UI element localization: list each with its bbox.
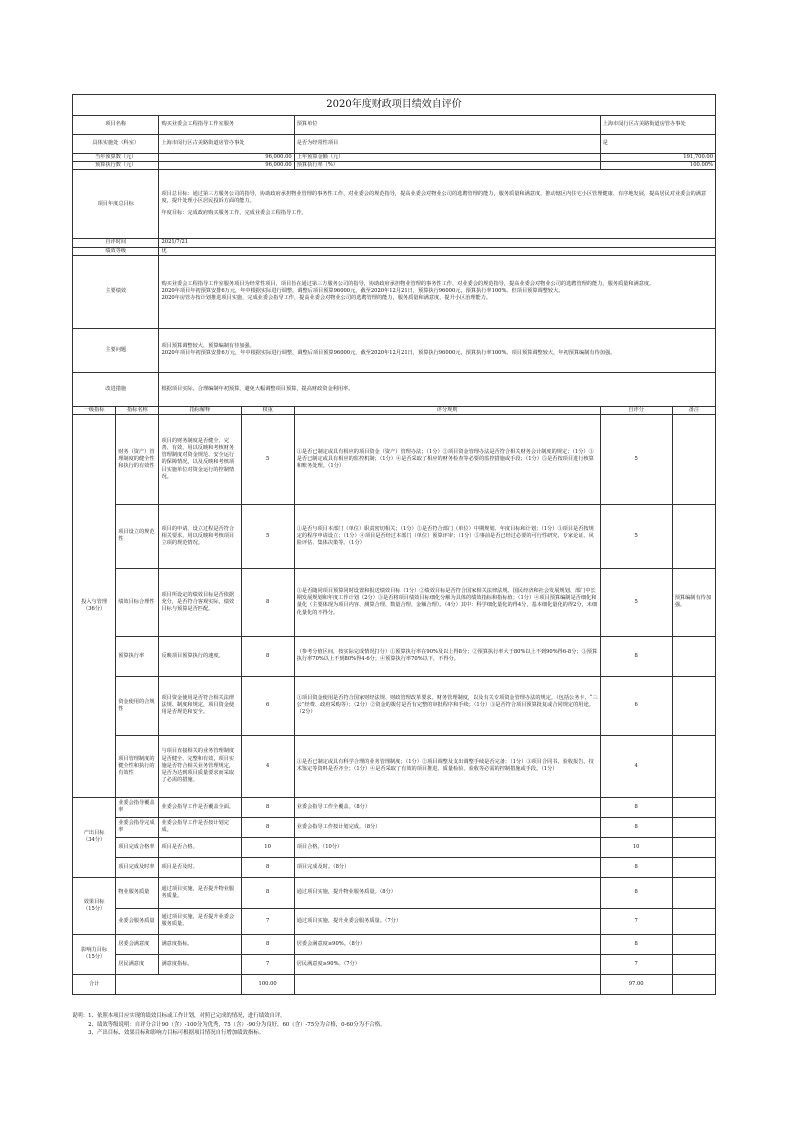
- indicator-row: [73, 568, 716, 636]
- indicator-remark: [672, 877, 715, 908]
- indicator-explain: 项目是否及时。: [159, 857, 241, 877]
- indicator-explain: 通过项目实施，是否提升业委会服务质量。: [159, 908, 241, 934]
- indicator-rule: 居民满意度≥90%。（7分）: [294, 954, 600, 974]
- indicator-remark: [672, 735, 715, 797]
- indicator-weight: 7: [241, 954, 294, 974]
- indicator-rule: （参考分值区间，按实际完成情况打分）①预算执行率在90%及以上得8分；②预算执行率大于80%以上不到90%得6-8分；③预算执行率70%以上不到80%得4-6分；④预算执行率70%以下，不得分。: [294, 636, 600, 676]
- indicator-score: 7: [600, 908, 672, 934]
- indicator-remark: [672, 676, 715, 735]
- indicator-name: 物业服务质量: [116, 877, 159, 908]
- project-name-label: 项目名称: [73, 116, 159, 135]
- indicator-weight: 8: [241, 934, 294, 954]
- indicator-weight: 8: [241, 797, 294, 817]
- header-level1: 一级指标: [73, 406, 116, 414]
- indicator-explain: 通过项目实施，是否提升物业服务质量。: [159, 877, 241, 908]
- indicator-name: 资金使用的合规性: [116, 676, 159, 735]
- indicator-name: 项目完成及时率: [116, 857, 159, 877]
- budget-unit-label: 预算单位: [294, 116, 600, 135]
- indicator-remark: 预算编制有待加强。: [672, 568, 715, 636]
- indicator-rule: 业委会指导工作按计划完成。（8分）: [294, 817, 600, 837]
- indicator-remark: [672, 636, 715, 676]
- indicator-name: 业委会指导完成率: [116, 817, 159, 837]
- indicator-row: [73, 908, 716, 934]
- indicator-rule: 项目合格。（10分）: [294, 837, 600, 857]
- indicator-explain: 反映项目预算执行的速度。: [159, 636, 241, 676]
- indicator-score: 4: [600, 735, 672, 797]
- indicator-row: [73, 934, 716, 954]
- indicator-explain: 项目的财务制度是否健全、完善、有效，用以反映和考核财务管理制度对资金规范、安全运行的保障情况，以及反映和考核项目实施单位对资金运行的控制情况。: [159, 414, 241, 504]
- evaluation-table: [72, 94, 716, 995]
- problem-text: [159, 328, 716, 372]
- indicator-row: [73, 817, 716, 837]
- dept: 上海市闵行区古美路街道房管办事处: [159, 135, 294, 154]
- indicator-weight: 10: [241, 837, 294, 857]
- total-rule-empty: [294, 974, 600, 994]
- indicator-remark: [672, 857, 715, 877]
- indicator-remark: [672, 837, 715, 857]
- indicator-name: 业委会服务质量: [116, 908, 159, 934]
- indicator-name: 业委会指导覆盖率: [116, 797, 159, 817]
- indicator-rule: 业委会指导工作全覆盖。（8分）: [294, 797, 600, 817]
- indicator-explain: 项目资金使用是否符合相关法律法规、制度和规定，项目资金使用是否规范和安全。: [159, 676, 241, 735]
- indicator-explain: 满意度指标。: [159, 954, 241, 974]
- indicator-row: [73, 735, 716, 797]
- budget-current-label: 当年预算数（元）: [73, 154, 159, 162]
- indicator-row: [73, 636, 716, 676]
- eval-date: 2021/7/21: [159, 239, 716, 247]
- improve-text: 根据项目实际，合理编制年初预算，避免大幅调整项目预算，提高财政资金利用率。: [159, 372, 716, 406]
- indicator-score: 8: [600, 797, 672, 817]
- recurring: 是: [600, 135, 715, 154]
- indicator-row: [73, 676, 716, 735]
- problem-paragraph-2: 2020年项目年初预算安排6万元，年中根据实际进行调整，调整后项目预算96000元，截至2020年12月21日，预算执行96000元，预算执行率100%。项目预算调整较大，年初预算编制有待加强。: [161, 350, 616, 357]
- indicator-group-name: 影响力目标 （15分）: [73, 934, 116, 974]
- indicator-weight: 5: [241, 414, 294, 504]
- indicator-remark: [672, 908, 715, 934]
- perf-text: [159, 255, 716, 328]
- total-row: [73, 974, 716, 994]
- indicator-group-name: 投入与管理 （36分）: [73, 414, 116, 797]
- indicator-explain: 项目所设定的绩效目标是否依据充分，是否符合客观实际，绩效目标与预算是否匹配。: [159, 568, 241, 636]
- indicator-rule: 通过项目实施，提升业委会服务质量。（7分）: [294, 908, 600, 934]
- total-label: 合计: [73, 974, 116, 994]
- indicator-score: 8: [600, 877, 672, 908]
- indicator-name: 财务（资产）管理制度的健全性和执行的有效性: [116, 414, 159, 504]
- indicator-weight: 7: [241, 908, 294, 934]
- indicator-score: 5: [600, 504, 672, 568]
- note-line: 2、绩效等级说明：自评分合计90（含）-100分为优秀，75（含）-90分为良好，60（含）-75分为合格，0-60分为不合格。: [72, 1021, 386, 1028]
- header-level2: 指标名称: [116, 406, 159, 414]
- problem-label: 主要问题: [73, 328, 159, 372]
- indicator-explain: 项目是否合格。: [159, 837, 241, 857]
- indicator-score: 8: [600, 934, 672, 954]
- total-remark-empty: [672, 974, 715, 994]
- indicator-weight: 5: [241, 504, 294, 568]
- budget-unit: 上海市闵行区古美路街道房管办事处: [600, 116, 715, 135]
- indicator-score: 7: [600, 954, 672, 974]
- indicator-remark: [672, 414, 715, 504]
- indicator-row: [73, 797, 716, 817]
- indicator-explain: 业委会指导工作是否覆盖全面。: [159, 797, 241, 817]
- indicator-name: 绩效目标合理性: [116, 568, 159, 636]
- indicator-weight: 4: [241, 735, 294, 797]
- indicator-row: [73, 857, 716, 877]
- eval-date-label: 自评时间: [73, 239, 159, 247]
- indicator-row: [73, 414, 716, 504]
- header-weight: 权重: [241, 406, 294, 414]
- perf-paragraph-3: 2020年房管办按计划推进项目实施，完成业委会指导工作，提高业委会对物业公司的选聘管理的能力，服务质量和满意度，提升小区治理能力。: [161, 295, 492, 302]
- note-line: 3、产出目标、效果目标和影响力目标可根据项目情况自行增加绩效指标。: [72, 1030, 265, 1037]
- execution-rate-label: 预算执行率（%）: [294, 162, 600, 170]
- indicator-explain: 业委会指导工作是否按计划完成。: [159, 817, 241, 837]
- goal-overall: 项目总目标：通过第三方服务公司的指导，协助政府承担物业管理的事务性工作、对业委会的规范指导，提高业委会对物业公司的选聘管理的能力，服务质量和满意度，推动辖区内住宅小区管理健康、有序地发展，提高居民对业委会的满意度，提升处理小区居民投诉方面的能力。: [161, 191, 707, 205]
- indicator-weight: 8: [241, 877, 294, 908]
- indicator-explain: 与项目直接相关的业务管理制度是否健全、完整和有效，项目实施是否符合相关业务管理规定，是否为达到项目质量要求而采取了必需的措施。: [159, 735, 241, 797]
- indicator-name: 居民满意度: [116, 954, 159, 974]
- indicator-score: 8: [600, 857, 672, 877]
- header-score: 自评分: [600, 406, 672, 414]
- indicator-rule: 居委会满意度≥90%。（8分）: [294, 934, 600, 954]
- indicator-remark: [672, 504, 715, 568]
- goal-text: [159, 170, 716, 239]
- indicator-row: [73, 877, 716, 908]
- header-rule: 评分规则: [294, 406, 600, 414]
- goal-label: 项目年度总目标: [73, 170, 159, 239]
- indicator-group-name: 效果目标 （15分）: [73, 877, 116, 934]
- indicator-name: 项目管理制度的健全性和执行的有效性: [116, 735, 159, 797]
- indicator-row: [73, 837, 716, 857]
- indicator-remark: [672, 954, 715, 974]
- budget-last-label: 上年预算金额（元）: [294, 154, 600, 162]
- indicator-weight: 8: [241, 857, 294, 877]
- indicator-weight: 8: [241, 817, 294, 837]
- perf-paragraph-2: 2020年项目年初预算安排6万元，年中根据实际进行调整，调整后项目预算96000元，截至2020年12月21日，预算执行96000元，预算执行率100%。但项目预算调整较大。: [161, 288, 564, 295]
- indicator-name: 项目设立的规范性: [116, 504, 159, 568]
- indicator-remark: [672, 797, 715, 817]
- budget-current: 96,000.00: [159, 154, 294, 162]
- indicator-score: 6: [600, 676, 672, 735]
- dept-label: 具体实施处（科室）: [73, 135, 159, 154]
- recurring-label: 是否为经常性项目: [294, 135, 600, 154]
- indicator-header-row: [73, 406, 716, 414]
- total-score: 97.00: [600, 974, 672, 994]
- indicator-name: 预算执行率: [116, 636, 159, 676]
- header-remark: 备注: [672, 406, 715, 414]
- header-explain: 指标解释: [159, 406, 241, 414]
- perf-paragraph-1: 购买业委会工程指导工作室服务项目为经常性项目，项目旨在通过第三方服务公司的指导，协助政府承担物业管理的事务性工作、对业委会的规范指导，提高业委会对物业公司的选聘管理的能力，服务质量和满意度。: [161, 280, 655, 287]
- indicator-rule: 项目完成及时。（8分）: [294, 857, 600, 877]
- total-weight: 100.00: [241, 974, 294, 994]
- evaluation-sheet: [72, 94, 716, 995]
- indicator-score: 8: [600, 636, 672, 676]
- problem-paragraph-1: 项目预算调整较大，预算编制有待加强。: [161, 343, 255, 350]
- indicator-rule: ①是否随同项目预算同时设置和报送绩效目标（1分）②绩效目标是否符合国家相关法律法规、国民经济和社会发展规划、部门中长期发展规划和年度工作计划（2分）③是否将项目绩效目标细化分解为具体的绩效指标和指标值；（1分）④项目预算编制是否细化和量化（主要体现为项目内容、测算合理、数量合理、金额合理）。（4分）其中：科学细化量化的得4分，基本细化量化的得2分，未细化量化的不得分。: [294, 568, 600, 636]
- goal-annual: 年度目标：完成政府购买服务工作，完成业委会工程指导工作。: [161, 210, 307, 217]
- indicator-remark: [672, 817, 715, 837]
- grade-label: 绩效等级: [73, 247, 159, 255]
- execution-rate: 100.00%: [600, 162, 715, 170]
- indicator-rule: ①是否已制定或具有科学合理的业务管理制度；（1分）②项目调整及支出调整手续是否完备；（1分）③项目合同书、验收报告、技术鉴定等资料是否齐全；（1分）④是否采取了有效的项目推进、质量检验、验收等必需的控制措施或手段。（1分）: [294, 735, 600, 797]
- indicator-score: 8: [600, 817, 672, 837]
- indicator-row: [73, 504, 716, 568]
- indicator-weight: 6: [241, 676, 294, 735]
- indicator-rule: ①项目资金使用是否符合国家财经法规、财政管理改革要求、财务管理制度，以及有关专项资金管理办法的规定。（包括公务卡、“三公”经费、政府采购等）；（2分）②资金的拨付是否有完整的审批程序和手续；（1分）③是否符合项目预算批复或合同规定的用途。（2分）: [294, 676, 600, 735]
- indicator-score: 5: [600, 568, 672, 636]
- indicator-weight: 8: [241, 636, 294, 676]
- indicator-group-name: 产出目标 （34分）: [73, 797, 116, 877]
- indicator-explain: 满意度指标。: [159, 934, 241, 954]
- execution-label: 预算执行数（元）: [73, 162, 159, 170]
- indicator-name: 项目完成合格率: [116, 837, 159, 857]
- indicator-explain: 项目的申请、设立过程是否符合相关要求，用以反映和考核项目立项的规范情况。: [159, 504, 241, 568]
- indicator-remark: [672, 934, 715, 954]
- indicator-name: 居委会满意度: [116, 934, 159, 954]
- note-line: 说明：1、依照本项目应实现的绩效目标或工作计划，对照已完成的情况，进行绩效自评。: [72, 1013, 286, 1019]
- perf-label: 主要绩效: [73, 255, 159, 328]
- budget-last: 191,700.00: [600, 154, 715, 162]
- indicator-score: 5: [600, 414, 672, 504]
- improve-label: 改进措施: [73, 372, 159, 406]
- indicator-rule: 通过项目实施，提升物业服务质量。（8分）: [294, 877, 600, 908]
- notes: [72, 1012, 716, 1038]
- project-name: 购买业委会工程指导工作室服务: [159, 116, 294, 135]
- indicator-rule: ①是否已制定或具有相应的项目资金（资产）管理办法；（1分）②项目资金管理办法是否符合相关财务会计制度的规定；（1分）③是否已制定或具有相应的监控机制；（1分）④是否采取了相应的财务检查等必要的监控措施或手段；（1分）⑤是否按项目进行核算和账务处理。（1分）: [294, 414, 600, 504]
- indicator-score: 10: [600, 837, 672, 857]
- total-empty: [116, 974, 241, 994]
- indicator-rule: ①是否与项目本部门（单位）职责密切相关；（1分）②是否符合部门（单位）中期规划、年度目标和计划；（1分）③项目是否按规定的程序申请设立；（1分）④项目是否经过本部门（单位）预算评审；（1分）⑤事前是否已经过必要的可行性研究、专家论证、风险评估、集体决策等。（1分）: [294, 504, 600, 568]
- indicator-row: [73, 954, 716, 974]
- grade: 优: [159, 247, 716, 255]
- page-title: 2020年度财政项目绩效自评价: [73, 95, 716, 116]
- execution: 96,000.00: [159, 162, 294, 170]
- indicator-weight: 8: [241, 568, 294, 636]
